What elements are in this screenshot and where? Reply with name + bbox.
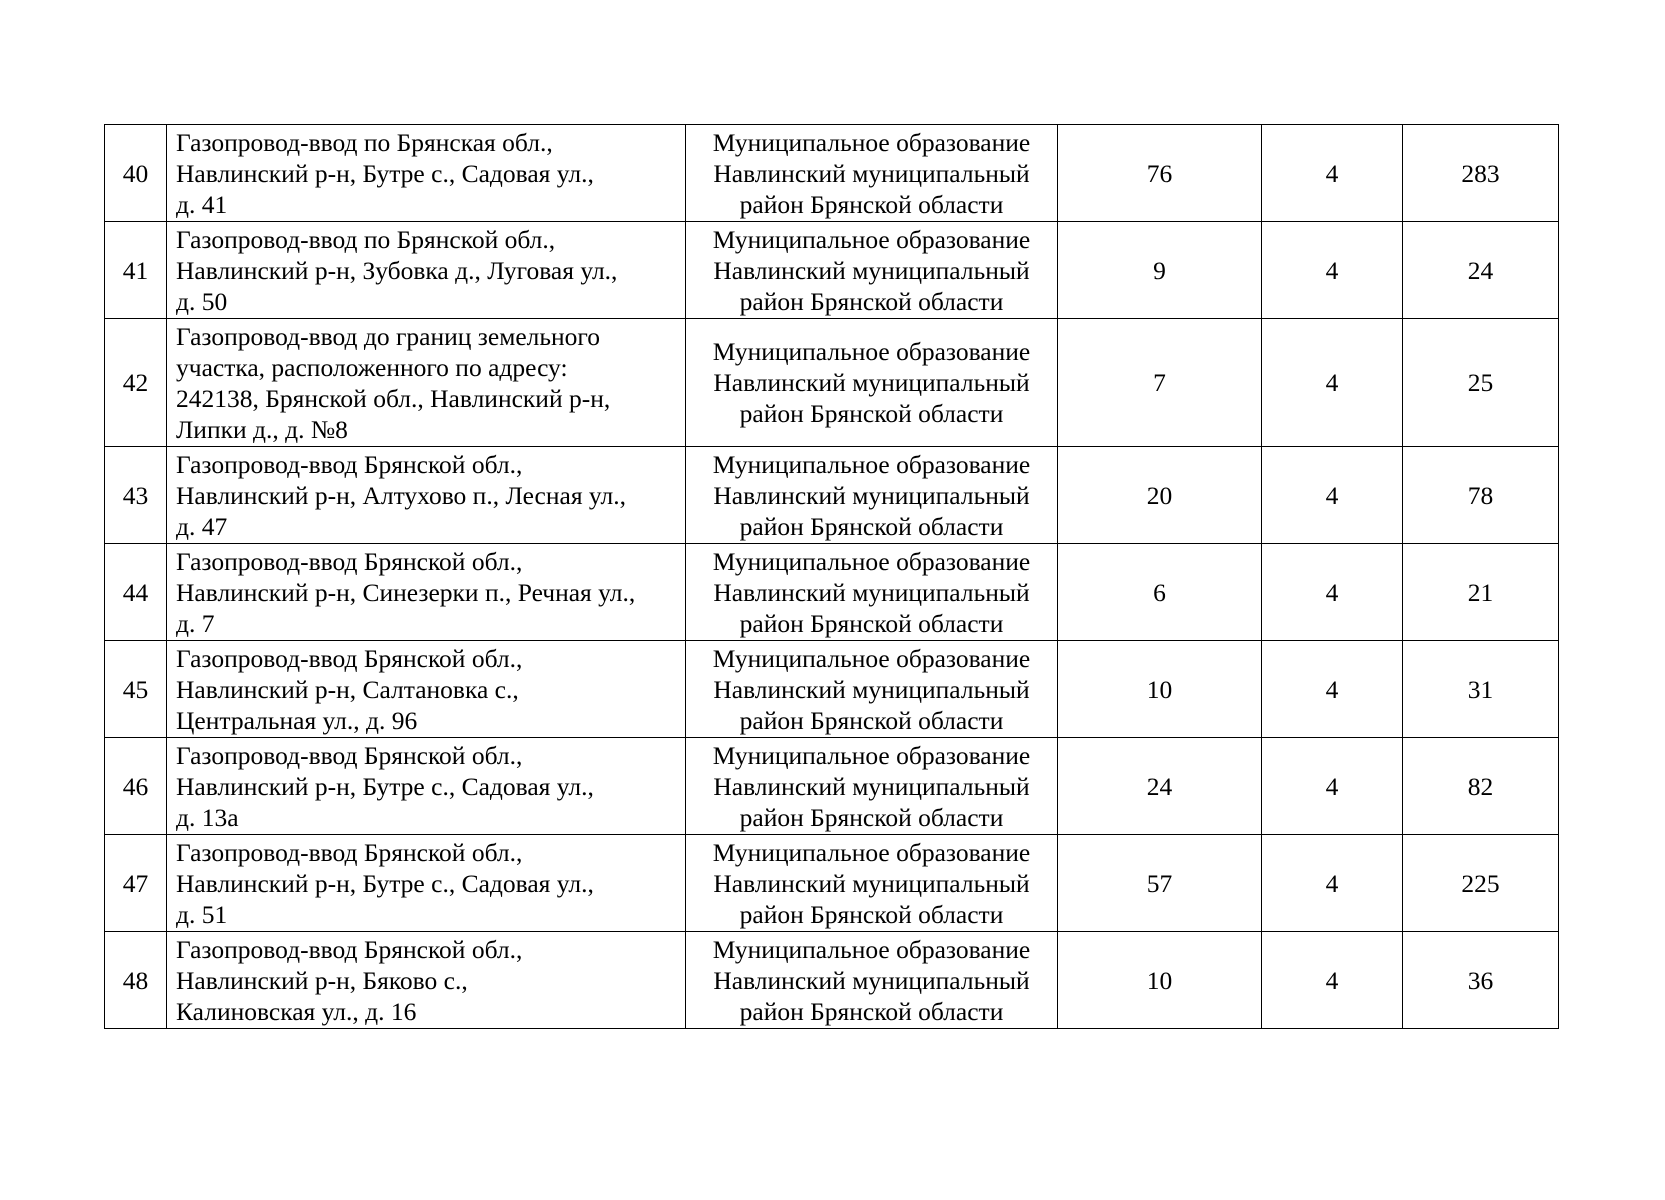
- table-row: [105, 835, 1559, 932]
- value-1: 9: [1058, 222, 1262, 319]
- value-1: 24: [1058, 738, 1262, 835]
- row-number: 47: [105, 835, 167, 932]
- object-description: [167, 738, 686, 835]
- object-description: [167, 932, 686, 1029]
- owner-text: Муниципальное образование Навлинский муниципальный район Брянской области: [712, 740, 1031, 832]
- owner-text: Муниципальное образование Навлинский муниципальный район Брянской области: [712, 643, 1031, 735]
- table-row: [105, 319, 1559, 447]
- value-2: 4: [1262, 447, 1403, 544]
- owner-text: Муниципальное образование Навлинский муниципальный район Брянской области: [712, 127, 1031, 219]
- table-row: [105, 641, 1559, 738]
- owner-text: Муниципальное образование Навлинский муниципальный район Брянской области: [712, 934, 1031, 1026]
- object-description: [167, 319, 686, 447]
- value-2: 4: [1262, 222, 1403, 319]
- object-description: [167, 222, 686, 319]
- owner-text: Муниципальное образование Навлинский муниципальный район Брянской области: [712, 224, 1031, 316]
- owner-cell: [686, 125, 1058, 222]
- table-row: [105, 544, 1559, 641]
- object-text: Газопровод-ввод Брянской обл., Навлинский р-н, Синезерки п., Речная ул., д. 7: [176, 546, 636, 638]
- owner-text: Муниципальное образование Навлинский муниципальный район Брянской области: [712, 837, 1031, 929]
- owner-text: Муниципальное образование Навлинский муниципальный район Брянской области: [712, 449, 1031, 541]
- object-text: Газопровод-ввод Брянской обл., Навлинский р-н, Бутре с., Садовая ул., д. 13а: [176, 740, 594, 832]
- owner-text: Муниципальное образование Навлинский муниципальный район Брянской области: [712, 337, 1031, 428]
- value-1: 10: [1058, 641, 1262, 738]
- value-1: 57: [1058, 835, 1262, 932]
- owner-cell: [686, 319, 1058, 447]
- object-text: Газопровод-ввод по Брянской обл., Навлинский р-н, Зубовка д., Луговая ул., д. 50: [176, 224, 618, 316]
- value-3: 82: [1403, 738, 1559, 835]
- value-2: 4: [1262, 125, 1403, 222]
- value-1: 7: [1058, 319, 1262, 447]
- object-description: [167, 125, 686, 222]
- row-number: 45: [105, 641, 167, 738]
- row-number: 46: [105, 738, 167, 835]
- table-row: [105, 125, 1559, 222]
- table-row: [105, 738, 1559, 835]
- row-number: 42: [105, 319, 167, 447]
- row-number: 41: [105, 222, 167, 319]
- value-3: 283: [1403, 125, 1559, 222]
- object-text: Газопровод-ввод Брянской обл., Навлинский р-н, Алтухово п., Лесная ул., д. 47: [176, 449, 627, 541]
- value-2: 4: [1262, 319, 1403, 447]
- value-2: 4: [1262, 544, 1403, 641]
- owner-text: Муниципальное образование Навлинский муниципальный район Брянской области: [712, 546, 1031, 638]
- object-text: Газопровод-ввод по Брянская обл., Навлинский р-н, Бутре с., Садовая ул., д. 41: [176, 127, 594, 219]
- value-3: 21: [1403, 544, 1559, 641]
- object-text: Газопровод-ввод Брянской обл., Навлинский р-н, Бяково с., Калиновская ул., д. 16: [176, 934, 523, 1026]
- value-3: 78: [1403, 447, 1559, 544]
- gas-pipelines-table: [104, 124, 1559, 1029]
- value-2: 4: [1262, 641, 1403, 738]
- object-text: Газопровод-ввод Брянской обл., Навлинский р-н, Салтановка с., Центральная ул., д. 96: [176, 643, 523, 735]
- owner-cell: [686, 447, 1058, 544]
- table-body: [105, 125, 1559, 1029]
- value-3: 25: [1403, 319, 1559, 447]
- row-number: 43: [105, 447, 167, 544]
- value-1: 20: [1058, 447, 1262, 544]
- row-number: 48: [105, 932, 167, 1029]
- table-row: [105, 222, 1559, 319]
- object-description: [167, 447, 686, 544]
- owner-cell: [686, 932, 1058, 1029]
- value-1: 76: [1058, 125, 1262, 222]
- owner-cell: [686, 738, 1058, 835]
- row-number: 40: [105, 125, 167, 222]
- owner-cell: [686, 835, 1058, 932]
- value-2: 4: [1262, 835, 1403, 932]
- owner-cell: [686, 641, 1058, 738]
- row-number: 44: [105, 544, 167, 641]
- value-2: 4: [1262, 738, 1403, 835]
- owner-cell: [686, 222, 1058, 319]
- object-text: Газопровод-ввод до границ земельного участка, расположенного по адресу: 242138, Брянской обл., Навлинский р-н, Липки д., д. №8: [176, 321, 611, 444]
- value-3: 36: [1403, 932, 1559, 1029]
- value-3: 24: [1403, 222, 1559, 319]
- object-description: [167, 835, 686, 932]
- value-2: 4: [1262, 932, 1403, 1029]
- owner-cell: [686, 544, 1058, 641]
- table-row: [105, 447, 1559, 544]
- value-1: 10: [1058, 932, 1262, 1029]
- value-3: 225: [1403, 835, 1559, 932]
- value-3: 31: [1403, 641, 1559, 738]
- table-row: [105, 932, 1559, 1029]
- object-description: [167, 544, 686, 641]
- object-text: Газопровод-ввод Брянской обл., Навлинский р-н, Бутре с., Садовая ул., д. 51: [176, 837, 594, 929]
- object-description: [167, 641, 686, 738]
- value-1: 6: [1058, 544, 1262, 641]
